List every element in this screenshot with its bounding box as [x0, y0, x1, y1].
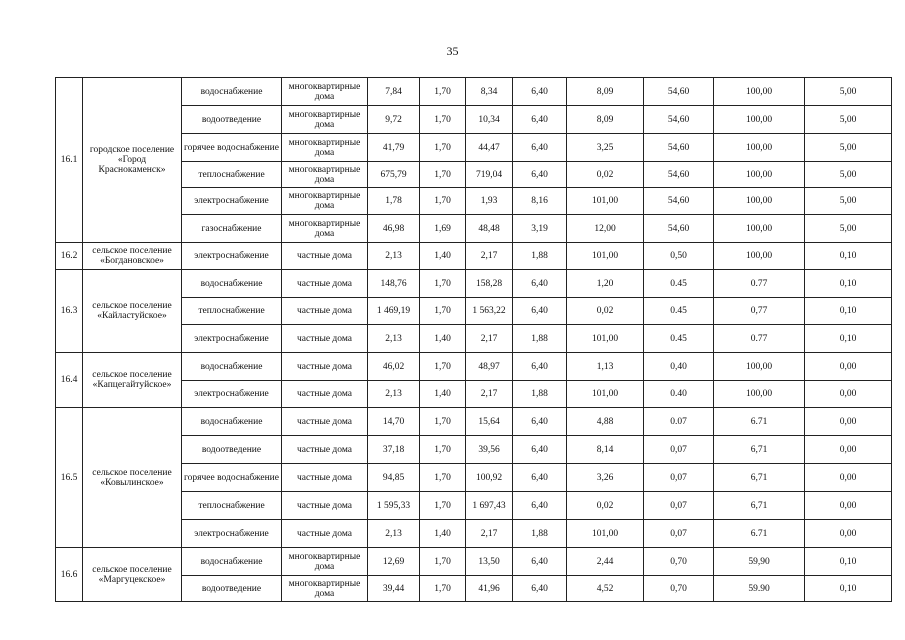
- value-cell: 1,70: [420, 436, 466, 464]
- utility-type: водоснабжение: [182, 78, 282, 106]
- utility-type: водоотведение: [182, 576, 282, 602]
- utility-type: водоснабжение: [182, 408, 282, 436]
- value-cell: 41,96: [466, 576, 513, 602]
- value-cell: 6,40: [513, 548, 567, 576]
- value-cell: 8,16: [513, 188, 567, 215]
- housing-category: многоквартирные дома: [282, 548, 368, 576]
- value-cell: 54,60: [644, 215, 714, 243]
- settlement-name: сельское поселение «Кайластуйское»: [83, 270, 182, 353]
- value-cell: 48,48: [466, 215, 513, 243]
- value-cell: 8,09: [567, 78, 644, 106]
- value-cell: 4,52: [567, 576, 644, 602]
- value-cell: 101,00: [567, 188, 644, 215]
- value-cell: 0.77: [714, 325, 805, 353]
- settlement-name: городское поселение «Город Краснокаменск»: [83, 78, 182, 243]
- utility-type: теплоснабжение: [182, 298, 282, 325]
- value-cell: 1,70: [420, 464, 466, 492]
- housing-category: многоквартирные дома: [282, 576, 368, 602]
- table-row: [56, 188, 892, 215]
- value-cell: 59,90: [714, 548, 805, 576]
- group-number: 16.5: [56, 408, 83, 548]
- housing-category: многоквартирные дома: [282, 134, 368, 162]
- housing-category: многоквартирные дома: [282, 106, 368, 134]
- value-cell: 46,02: [368, 353, 420, 381]
- value-cell: 6,40: [513, 270, 567, 298]
- value-cell: 2,13: [368, 325, 420, 353]
- settlement-name: сельское поселение «Ковылинское»: [83, 408, 182, 548]
- table-row: [56, 134, 892, 162]
- housing-category: частные дома: [282, 464, 368, 492]
- value-cell: 0,07: [644, 520, 714, 548]
- value-cell: 2,13: [368, 243, 420, 270]
- value-cell: 0.45: [644, 270, 714, 298]
- value-cell: 0,00: [805, 492, 892, 520]
- value-cell: 100,00: [714, 78, 805, 106]
- value-cell: 2,17: [466, 520, 513, 548]
- value-cell: 8,34: [466, 78, 513, 106]
- value-cell: 6,40: [513, 408, 567, 436]
- value-cell: 0,77: [714, 298, 805, 325]
- group-number: 16.3: [56, 270, 83, 353]
- value-cell: 675,79: [368, 162, 420, 188]
- value-cell: 158,28: [466, 270, 513, 298]
- table-row: [56, 106, 892, 134]
- value-cell: 6.71: [714, 408, 805, 436]
- value-cell: 0.77: [714, 270, 805, 298]
- group-number: 16.2: [56, 243, 83, 270]
- value-cell: 1,13: [567, 353, 644, 381]
- value-cell: 0,00: [805, 353, 892, 381]
- utility-type: теплоснабжение: [182, 162, 282, 188]
- value-cell: 54,60: [644, 106, 714, 134]
- value-cell: 1 697,43: [466, 492, 513, 520]
- housing-category: многоквартирные дома: [282, 162, 368, 188]
- value-cell: 0.45: [644, 298, 714, 325]
- value-cell: 37,18: [368, 436, 420, 464]
- value-cell: 0,00: [805, 436, 892, 464]
- value-cell: 54,60: [644, 78, 714, 106]
- value-cell: 46,98: [368, 215, 420, 243]
- value-cell: 1,70: [420, 162, 466, 188]
- value-cell: 5,00: [805, 162, 892, 188]
- value-cell: 39,44: [368, 576, 420, 602]
- value-cell: 5,00: [805, 106, 892, 134]
- value-cell: 2,13: [368, 520, 420, 548]
- table-body: [56, 78, 892, 602]
- value-cell: 1 595,33: [368, 492, 420, 520]
- value-cell: 2,17: [466, 243, 513, 270]
- value-cell: 101,00: [567, 243, 644, 270]
- value-cell: 5,00: [805, 134, 892, 162]
- value-cell: 0,70: [644, 548, 714, 576]
- value-cell: 6,40: [513, 134, 567, 162]
- value-cell: 0,00: [805, 464, 892, 492]
- value-cell: 4,88: [567, 408, 644, 436]
- table-row: [56, 78, 892, 106]
- value-cell: 1,69: [420, 215, 466, 243]
- value-cell: 44,47: [466, 134, 513, 162]
- table-row: [56, 408, 892, 436]
- table-row: [56, 381, 892, 408]
- housing-category: частные дома: [282, 243, 368, 270]
- housing-category: многоквартирные дома: [282, 215, 368, 243]
- housing-category: частные дома: [282, 353, 368, 381]
- value-cell: 48,97: [466, 353, 513, 381]
- utility-type: электроснабжение: [182, 381, 282, 408]
- housing-category: частные дома: [282, 381, 368, 408]
- utility-type: горячее водоснабжение: [182, 134, 282, 162]
- value-cell: 39,56: [466, 436, 513, 464]
- value-cell: 1,70: [420, 408, 466, 436]
- utility-type: горячее водоснабжение: [182, 464, 282, 492]
- value-cell: 6.71: [714, 520, 805, 548]
- value-cell: 6,40: [513, 576, 567, 602]
- value-cell: 101,00: [567, 520, 644, 548]
- value-cell: 0,07: [644, 492, 714, 520]
- value-cell: 12,00: [567, 215, 644, 243]
- value-cell: 100,00: [714, 215, 805, 243]
- table-row: [56, 243, 892, 270]
- value-cell: 8,14: [567, 436, 644, 464]
- value-cell: 1,93: [466, 188, 513, 215]
- utility-type: водоотведение: [182, 436, 282, 464]
- value-cell: 6,40: [513, 162, 567, 188]
- table-row: [56, 353, 892, 381]
- value-cell: 6,40: [513, 78, 567, 106]
- value-cell: 0,00: [805, 520, 892, 548]
- value-cell: 1,40: [420, 520, 466, 548]
- value-cell: 10,34: [466, 106, 513, 134]
- value-cell: 59.90: [714, 576, 805, 602]
- value-cell: 54,60: [644, 162, 714, 188]
- table-row: [56, 298, 892, 325]
- value-cell: 6,40: [513, 353, 567, 381]
- value-cell: 0,07: [644, 436, 714, 464]
- value-cell: 0,02: [567, 298, 644, 325]
- value-cell: 0,02: [567, 162, 644, 188]
- value-cell: 0,10: [805, 325, 892, 353]
- utility-type: электроснабжение: [182, 325, 282, 353]
- value-cell: 1,78: [368, 188, 420, 215]
- value-cell: 0,10: [805, 243, 892, 270]
- housing-category: частные дома: [282, 520, 368, 548]
- value-cell: 5,00: [805, 188, 892, 215]
- settlement-name: сельское поселение «Богдановское»: [83, 243, 182, 270]
- value-cell: 12,69: [368, 548, 420, 576]
- value-cell: 6,40: [513, 492, 567, 520]
- value-cell: 6,40: [513, 298, 567, 325]
- table-row: [56, 162, 892, 188]
- value-cell: 1,88: [513, 325, 567, 353]
- value-cell: 1,88: [513, 243, 567, 270]
- value-cell: 2,17: [466, 381, 513, 408]
- value-cell: 8,09: [567, 106, 644, 134]
- value-cell: 3,25: [567, 134, 644, 162]
- group-number: 16.6: [56, 548, 83, 602]
- value-cell: 1,88: [513, 381, 567, 408]
- utility-type: электроснабжение: [182, 243, 282, 270]
- value-cell: 0,10: [805, 576, 892, 602]
- utility-type: водоснабжение: [182, 353, 282, 381]
- value-cell: 6,40: [513, 106, 567, 134]
- value-cell: 0,02: [567, 492, 644, 520]
- value-cell: 3,19: [513, 215, 567, 243]
- housing-category: частные дома: [282, 436, 368, 464]
- value-cell: 1,88: [513, 520, 567, 548]
- utility-type: электроснабжение: [182, 520, 282, 548]
- value-cell: 6,71: [714, 492, 805, 520]
- page-number: 35: [446, 44, 459, 58]
- value-cell: 14,70: [368, 408, 420, 436]
- table-row: [56, 325, 892, 353]
- settlement-name: сельское поселение «Маргуцекское»: [83, 548, 182, 602]
- utility-type: водоотведение: [182, 106, 282, 134]
- value-cell: 3,26: [567, 464, 644, 492]
- value-cell: 5,00: [805, 215, 892, 243]
- value-cell: 2,13: [368, 381, 420, 408]
- utility-type: газоснабжение: [182, 215, 282, 243]
- value-cell: 1,70: [420, 298, 466, 325]
- value-cell: 1,70: [420, 353, 466, 381]
- value-cell: 1,70: [420, 548, 466, 576]
- value-cell: 13,50: [466, 548, 513, 576]
- housing-category: частные дома: [282, 270, 368, 298]
- value-cell: 0,10: [805, 270, 892, 298]
- housing-category: частные дома: [282, 408, 368, 436]
- group-number: 16.1: [56, 78, 83, 243]
- value-cell: 101,00: [567, 381, 644, 408]
- value-cell: 6,71: [714, 436, 805, 464]
- value-cell: 2,17: [466, 325, 513, 353]
- value-cell: 0.07: [644, 408, 714, 436]
- housing-category: частные дома: [282, 492, 368, 520]
- value-cell: 0.45: [644, 325, 714, 353]
- table-row: [56, 492, 892, 520]
- value-cell: 100,00: [714, 243, 805, 270]
- table-row: [56, 436, 892, 464]
- utility-type: водоснабжение: [182, 270, 282, 298]
- value-cell: 1,70: [420, 134, 466, 162]
- value-cell: 100,00: [714, 353, 805, 381]
- value-cell: 54,60: [644, 188, 714, 215]
- value-cell: 100,92: [466, 464, 513, 492]
- value-cell: 0,50: [644, 243, 714, 270]
- value-cell: 1,70: [420, 576, 466, 602]
- value-cell: 54,60: [644, 134, 714, 162]
- value-cell: 719,04: [466, 162, 513, 188]
- value-cell: 6,71: [714, 464, 805, 492]
- value-cell: 1,40: [420, 243, 466, 270]
- table-row: [56, 520, 892, 548]
- value-cell: 1,70: [420, 188, 466, 215]
- housing-category: частные дома: [282, 325, 368, 353]
- utility-type: теплоснабжение: [182, 492, 282, 520]
- housing-category: многоквартирные дома: [282, 78, 368, 106]
- value-cell: 0,10: [805, 548, 892, 576]
- value-cell: 0,00: [805, 381, 892, 408]
- value-cell: 6,40: [513, 436, 567, 464]
- value-cell: 100,00: [714, 106, 805, 134]
- value-cell: 1,70: [420, 78, 466, 106]
- table-row: [56, 270, 892, 298]
- value-cell: 15,64: [466, 408, 513, 436]
- value-cell: 1,70: [420, 492, 466, 520]
- housing-category: частные дома: [282, 298, 368, 325]
- value-cell: 0,00: [805, 408, 892, 436]
- value-cell: 7,84: [368, 78, 420, 106]
- value-cell: 41,79: [368, 134, 420, 162]
- value-cell: 94,85: [368, 464, 420, 492]
- table-row: [56, 464, 892, 492]
- housing-category: многоквартирные дома: [282, 188, 368, 215]
- value-cell: 100,00: [714, 162, 805, 188]
- value-cell: 1 469,19: [368, 298, 420, 325]
- tariff-table: [55, 77, 892, 602]
- value-cell: 0,10: [805, 298, 892, 325]
- value-cell: 1 563,22: [466, 298, 513, 325]
- value-cell: 0,70: [644, 576, 714, 602]
- settlement-name: сельское поселение «Капцегайтуйское»: [83, 353, 182, 408]
- value-cell: 0.40: [644, 381, 714, 408]
- value-cell: 1,20: [567, 270, 644, 298]
- utility-type: водоснабжение: [182, 548, 282, 576]
- value-cell: 6,40: [513, 464, 567, 492]
- value-cell: 0,07: [644, 464, 714, 492]
- group-number: 16.4: [56, 353, 83, 408]
- value-cell: 100,00: [714, 381, 805, 408]
- value-cell: 100,00: [714, 188, 805, 215]
- value-cell: 5,00: [805, 78, 892, 106]
- value-cell: 0,40: [644, 353, 714, 381]
- table-row: [56, 215, 892, 243]
- value-cell: 2,44: [567, 548, 644, 576]
- utility-type: электроснабжение: [182, 188, 282, 215]
- table-row: [56, 548, 892, 576]
- value-cell: 1,70: [420, 106, 466, 134]
- value-cell: 9,72: [368, 106, 420, 134]
- value-cell: 100,00: [714, 134, 805, 162]
- value-cell: 1,40: [420, 381, 466, 408]
- value-cell: 148,76: [368, 270, 420, 298]
- value-cell: 101,00: [567, 325, 644, 353]
- table-row: [56, 576, 892, 602]
- value-cell: 1,40: [420, 325, 466, 353]
- value-cell: 1,70: [420, 270, 466, 298]
